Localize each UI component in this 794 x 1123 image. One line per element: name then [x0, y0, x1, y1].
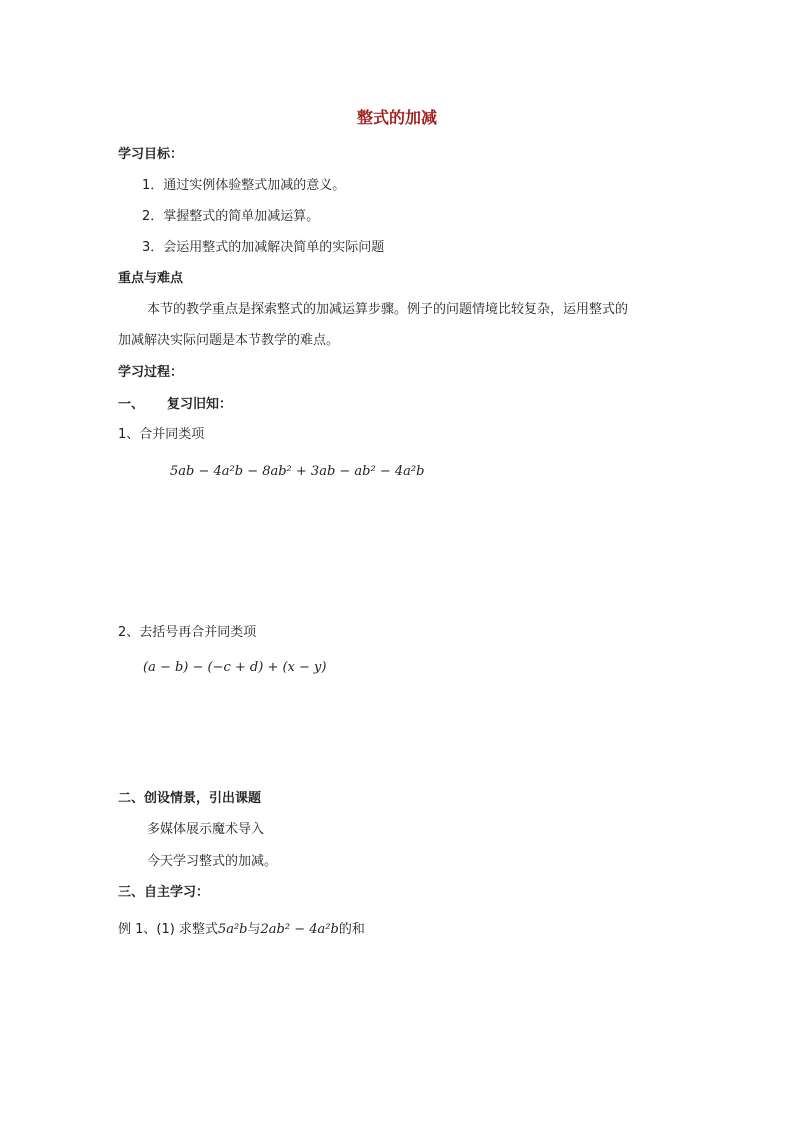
section2-line-1: 多媒体展示魔术导入 — [147, 822, 265, 837]
objective-item-2: 2．掌握整式的简单加减运算。 — [142, 209, 320, 224]
example-1-suffix: 的和 — [338, 922, 365, 937]
section2-line-2: 今天学习整式的加减。 — [147, 854, 278, 869]
section1-heading-text: 复习旧知： — [167, 397, 233, 412]
question-1-expression: 5ab − 4a²b − 8ab² + 3ab − ab² − 4a²b — [170, 464, 425, 479]
key-points-line-1: 本节的教学重点是探索整式的加减运算步骤。例子的问题情境比较复杂，运用整式的 — [147, 302, 629, 317]
objectives-heading: 学习目标： — [118, 147, 184, 162]
key-points-line-2: 加减解决实际问题是本节教学的难点。 — [118, 333, 340, 348]
question-2-expression: (a − b) − (−c + d) + (x − y) — [143, 660, 327, 675]
page-title: 整式的加减 — [356, 108, 437, 127]
example-1-connector: 与 — [247, 922, 261, 937]
process-heading: 学习过程： — [118, 365, 184, 380]
example-1-prefix: 例 1、(1) 求整式 — [118, 922, 218, 937]
objective-item-3: 3．会运用整式的加减解决简单的实际问题 — [142, 240, 385, 255]
example-1-expression-1: 5a²b — [217, 922, 248, 937]
section1-heading-number: 一、 — [118, 397, 145, 412]
section2-heading: 二、创设情景，引出课题 — [118, 791, 262, 806]
section3-heading: 三、自主学习： — [118, 885, 210, 900]
key-points-heading: 重点与难点 — [118, 271, 184, 286]
question-2-label: 2、去括号再合并同类项 — [118, 625, 257, 640]
example-1-expression-2: 2ab² − 4a²b — [260, 922, 339, 937]
objective-item-1: 1．通过实例体验整式加减的意义。 — [142, 178, 346, 193]
question-1-label: 1、合并同类项 — [118, 427, 205, 442]
example-1-line — [118, 921, 365, 939]
